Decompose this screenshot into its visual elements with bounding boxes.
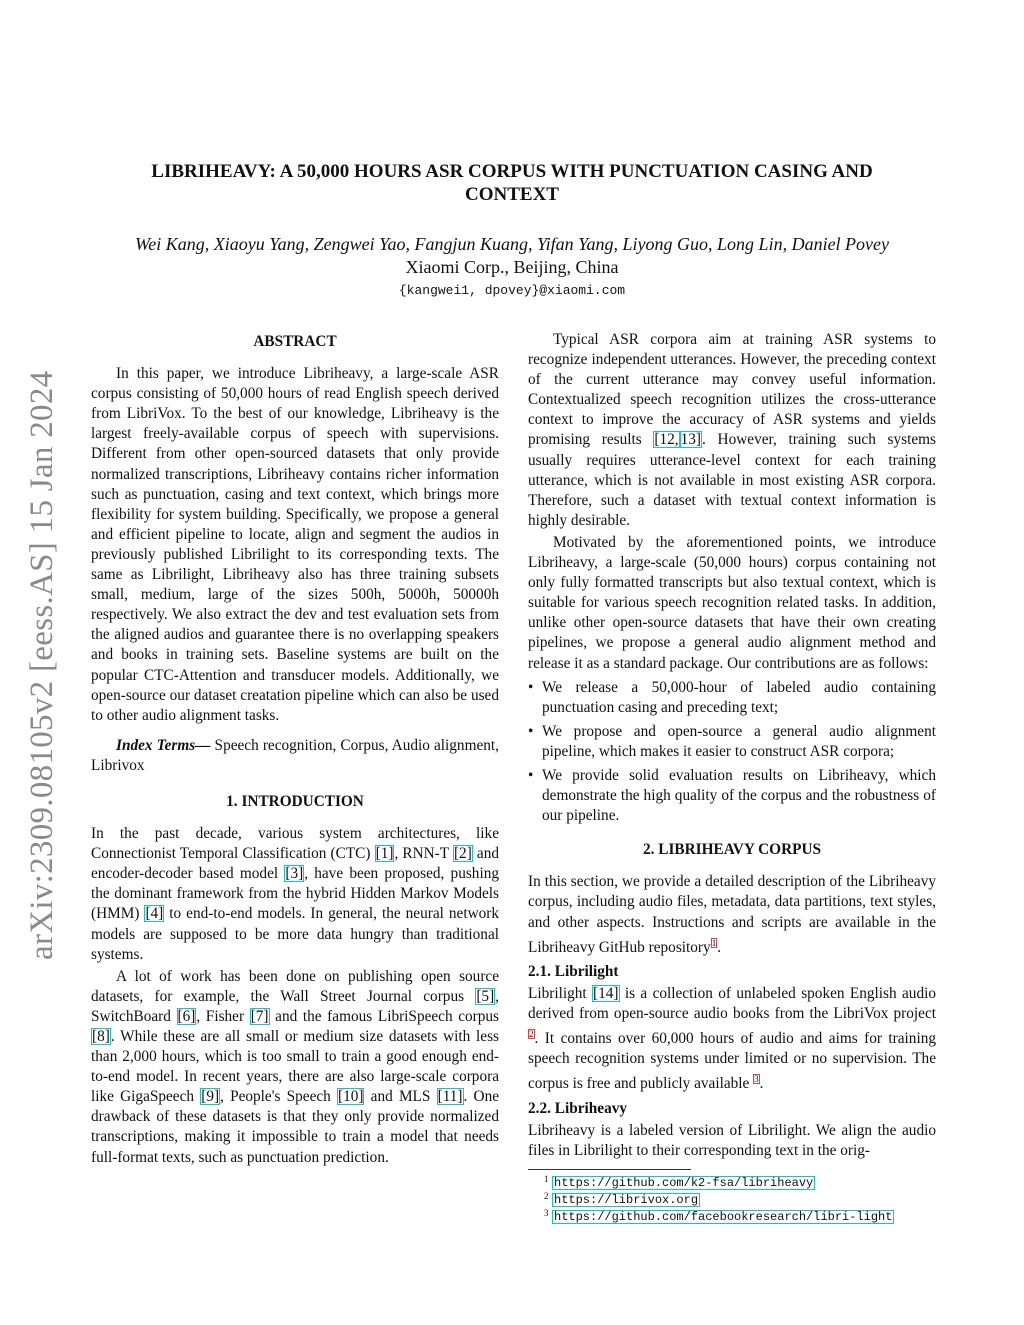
affiliation: Xiaomi Corp., Beijing, China [405, 257, 619, 277]
contribution-list [528, 678, 936, 827]
abstract-heading: ABSTRACT [253, 333, 337, 350]
list-item: • We release a 50,000-hour of labeled audio containing punctuation casing and preceding text; [542, 678, 936, 718]
text-run: and MLS [364, 1088, 437, 1106]
footnote-number: 3 [544, 1207, 549, 1218]
corpus-paragraph-3: Libriheavy is a labeled version of Librilight. We align the audio files in Librilight to their corresponding text in the orig- [528, 1121, 936, 1159]
intro-paragraph-3 [528, 330, 936, 531]
list-item: • We provide solid evaluation results on Libriheavy, which demonstrate the high quality of the corpus and the robustness of our pipeline. [542, 766, 936, 826]
footnote [528, 1208, 936, 1225]
footnote-ref[interactable]: 3 [754, 1074, 759, 1085]
text-run: In this section, we provide a detailed description of the Libriheavy corpus, including audio files, metadata, data partitions, text styles, and other aspects. Instructions and scripts are available in the Libriheavy GitHub repository [528, 873, 936, 956]
citation-link[interactable]: [1] [375, 845, 394, 863]
text-run: and the famous LibriSpeech corpus [269, 1007, 500, 1025]
footnote-url-link[interactable]: https://github.com/facebookresearch/libri-light [554, 1209, 893, 1224]
intro-paragraph-4: Motivated by the aforementioned points, we introduce Libriheavy, a large-scale (50,000 hours) corpus containing not only fully formatted transcripts but also textual context, which is suitable for various speech recognition related tasks. In addition, unlike other open-source datasets that have their own creating pipelines, we propose a general audio alignment method and release it as a standard package. Our contributions are as follows: [528, 533, 936, 672]
intro-paragraph-1 [91, 824, 499, 965]
citation-link[interactable]: [6] [177, 1007, 196, 1025]
subsection-heading-librilight: 2.1. Librilight [528, 962, 619, 980]
text-run: , People's Speech [220, 1088, 337, 1106]
index-terms-text: Speech recognition, Corpus, Audio alignment, Librivox [91, 736, 499, 774]
text-run: , RNN-T [394, 845, 453, 863]
text-run: is a collection of unlabeled spoken English audio derived from open-source audio books from the LibriVox project [528, 984, 936, 1022]
text-run: A lot of work has been done on publishing open source datasets, for example, the Wall Street Journal corpus [91, 967, 499, 1005]
title-line-1: LIBRIHEAVY: A 50,000 HOURS ASR CORPUS WITH PUNCTUATION CASING AND [151, 161, 873, 182]
footnote [528, 1174, 936, 1191]
citation-link[interactable]: [2] [453, 845, 472, 863]
corpus-heading: 2. LIBRIHEAVY CORPUS [642, 841, 822, 859]
arxiv-sidebar-stamp: arXiv:2309.08105v2 [eess.AS] 15 Jan 2024 [24, 370, 60, 960]
citation-link[interactable]: [7] [250, 1007, 269, 1025]
citation-link[interactable]: [3] [285, 865, 304, 883]
footnote-number: 2 [544, 1190, 549, 1201]
intro-heading: 1. INTRODUCTION [226, 792, 364, 810]
citation-link[interactable]: [9] [201, 1088, 220, 1106]
abstract-text: In this paper, we introduce Libriheavy, a large-scale ASR corpus consisting of 50,000 hours of read English speech derived from LibriVox. To the best of our knowledge, Libriheavy is the largest freely-available corpus of speech with supervisions. Different from other open-sourced datasets that only provide normalized transcriptions, Libriheavy contains richer information such as punctuation, casing and text context, which brings more flexibility for system building. Specifically, we propose a general and efficient pipeline to locate, align and segment the audios in previously published Librilight to its corresponding texts. The same as Librilight, Libriheavy also has three training subsets small, medium, large of the sizes 500h, 5000h, 50000h respectively. We also extract the dev and test evaluation sets from the aligned audios and guarantee there is no overlapping speakers and books in training sets. Baseline systems are built on the popular CTC-Attention and transducer models. Additionally, we open-source our dataset creatation pipeline which can also be used to other audio alignment tasks. [91, 365, 499, 724]
citation-link[interactable]: [11] [437, 1088, 463, 1106]
title-line-2: CONTEXT [465, 184, 559, 205]
text-run: and encoder-decoder based model [91, 845, 499, 883]
citation-link[interactable]: [5] [476, 987, 495, 1005]
contact-email: {kangwei1, dpovey}@xiaomi.com [398, 283, 626, 298]
footnote [528, 1191, 936, 1208]
index-terms [91, 736, 499, 776]
index-terms-label: Index Terms— [116, 736, 211, 754]
text-run: , have been proposed, pushing the dominant framework from the hybrid Hidden Markov Models (HMM) [91, 865, 499, 923]
footnote-divider [528, 1169, 691, 1170]
text-run: Typical ASR corpora aim at training ASR systems to recognize independent utterances. However, the preceding context of the current utterance may convey useful information. Contextualized speech recognition utilizes the cross-utterance context to improve the accuracy of ASR systems and yields promising results [528, 331, 936, 449]
text-run: . While these are all small or medium size datasets with less than 2,000 hours, which is too small to train a good enough end-to-end model. In recent years, there are also large-scale corpora like GigaSpeech [91, 1028, 499, 1106]
citation-link[interactable]: [8] [92, 1028, 110, 1045]
footnote-number: 1 [544, 1173, 549, 1184]
citation-link[interactable]: [14] [593, 984, 619, 1002]
corpus-paragraph-2 [528, 984, 936, 1095]
subsection-heading-libriheavy: 2.2. Libriheavy [528, 1099, 628, 1117]
footnote-ref[interactable]: 2 [529, 1029, 534, 1040]
text-run: . However, training such systems usually requires utterance-level context for each training utterance, which is not available in most existing ASR corpora. Therefore, such a dataset with textual context information is highly desirable. [528, 431, 936, 529]
right-column [528, 330, 936, 1225]
text-run: . It contains over 60,000 hours of audio and aims for training speech recognition systems under limited or no supervision. The corpus is free and publicly available [528, 1030, 936, 1093]
text-run: , Fisher [196, 1007, 250, 1025]
intro-paragraph-2 [91, 967, 499, 1168]
corpus-paragraph-1 [528, 872, 936, 957]
text-run: Librilight [528, 984, 592, 1002]
left-column [91, 330, 499, 1170]
citation-link[interactable]: 13] [680, 431, 702, 449]
footnote-ref[interactable]: 1 [711, 937, 717, 948]
citation-link[interactable]: [4] [145, 905, 164, 923]
text-run: . [717, 938, 722, 956]
text-run: . [759, 1075, 764, 1093]
paper-title [120, 160, 904, 206]
citation-link[interactable]: [12, [654, 431, 679, 449]
footnote-url-link[interactable]: https://librivox.org [554, 1192, 699, 1207]
list-item: • We propose and open-source a general audio alignment pipeline, which makes it easier to construct ASR corpora; [542, 722, 936, 762]
footnote-url-link[interactable]: https://github.com/k2-fsa/libriheavy [554, 1175, 814, 1190]
author-list: Wei Kang, Xiaoyu Yang, Zengwei Yao, Fangjun Kuang, Yifan Yang, Liyong Guo, Long Lin, Daniel Povey [134, 234, 890, 254]
citation-link[interactable]: [10] [337, 1088, 364, 1106]
text-run: In the past decade, various system architectures, like Connectionist Temporal Classification (CTC) [91, 825, 499, 863]
text-run: to end-to-end models. In general, the neural network models are supposed to be more data hungry than traditional systems. [91, 905, 500, 963]
text-run: . One drawback of these datasets is that they only provide normalized transcriptions, making it impossible to train a model that needs full-format texts, such as punctuation prediction. [91, 1088, 500, 1166]
text-run: , SwitchBoard [91, 987, 499, 1025]
